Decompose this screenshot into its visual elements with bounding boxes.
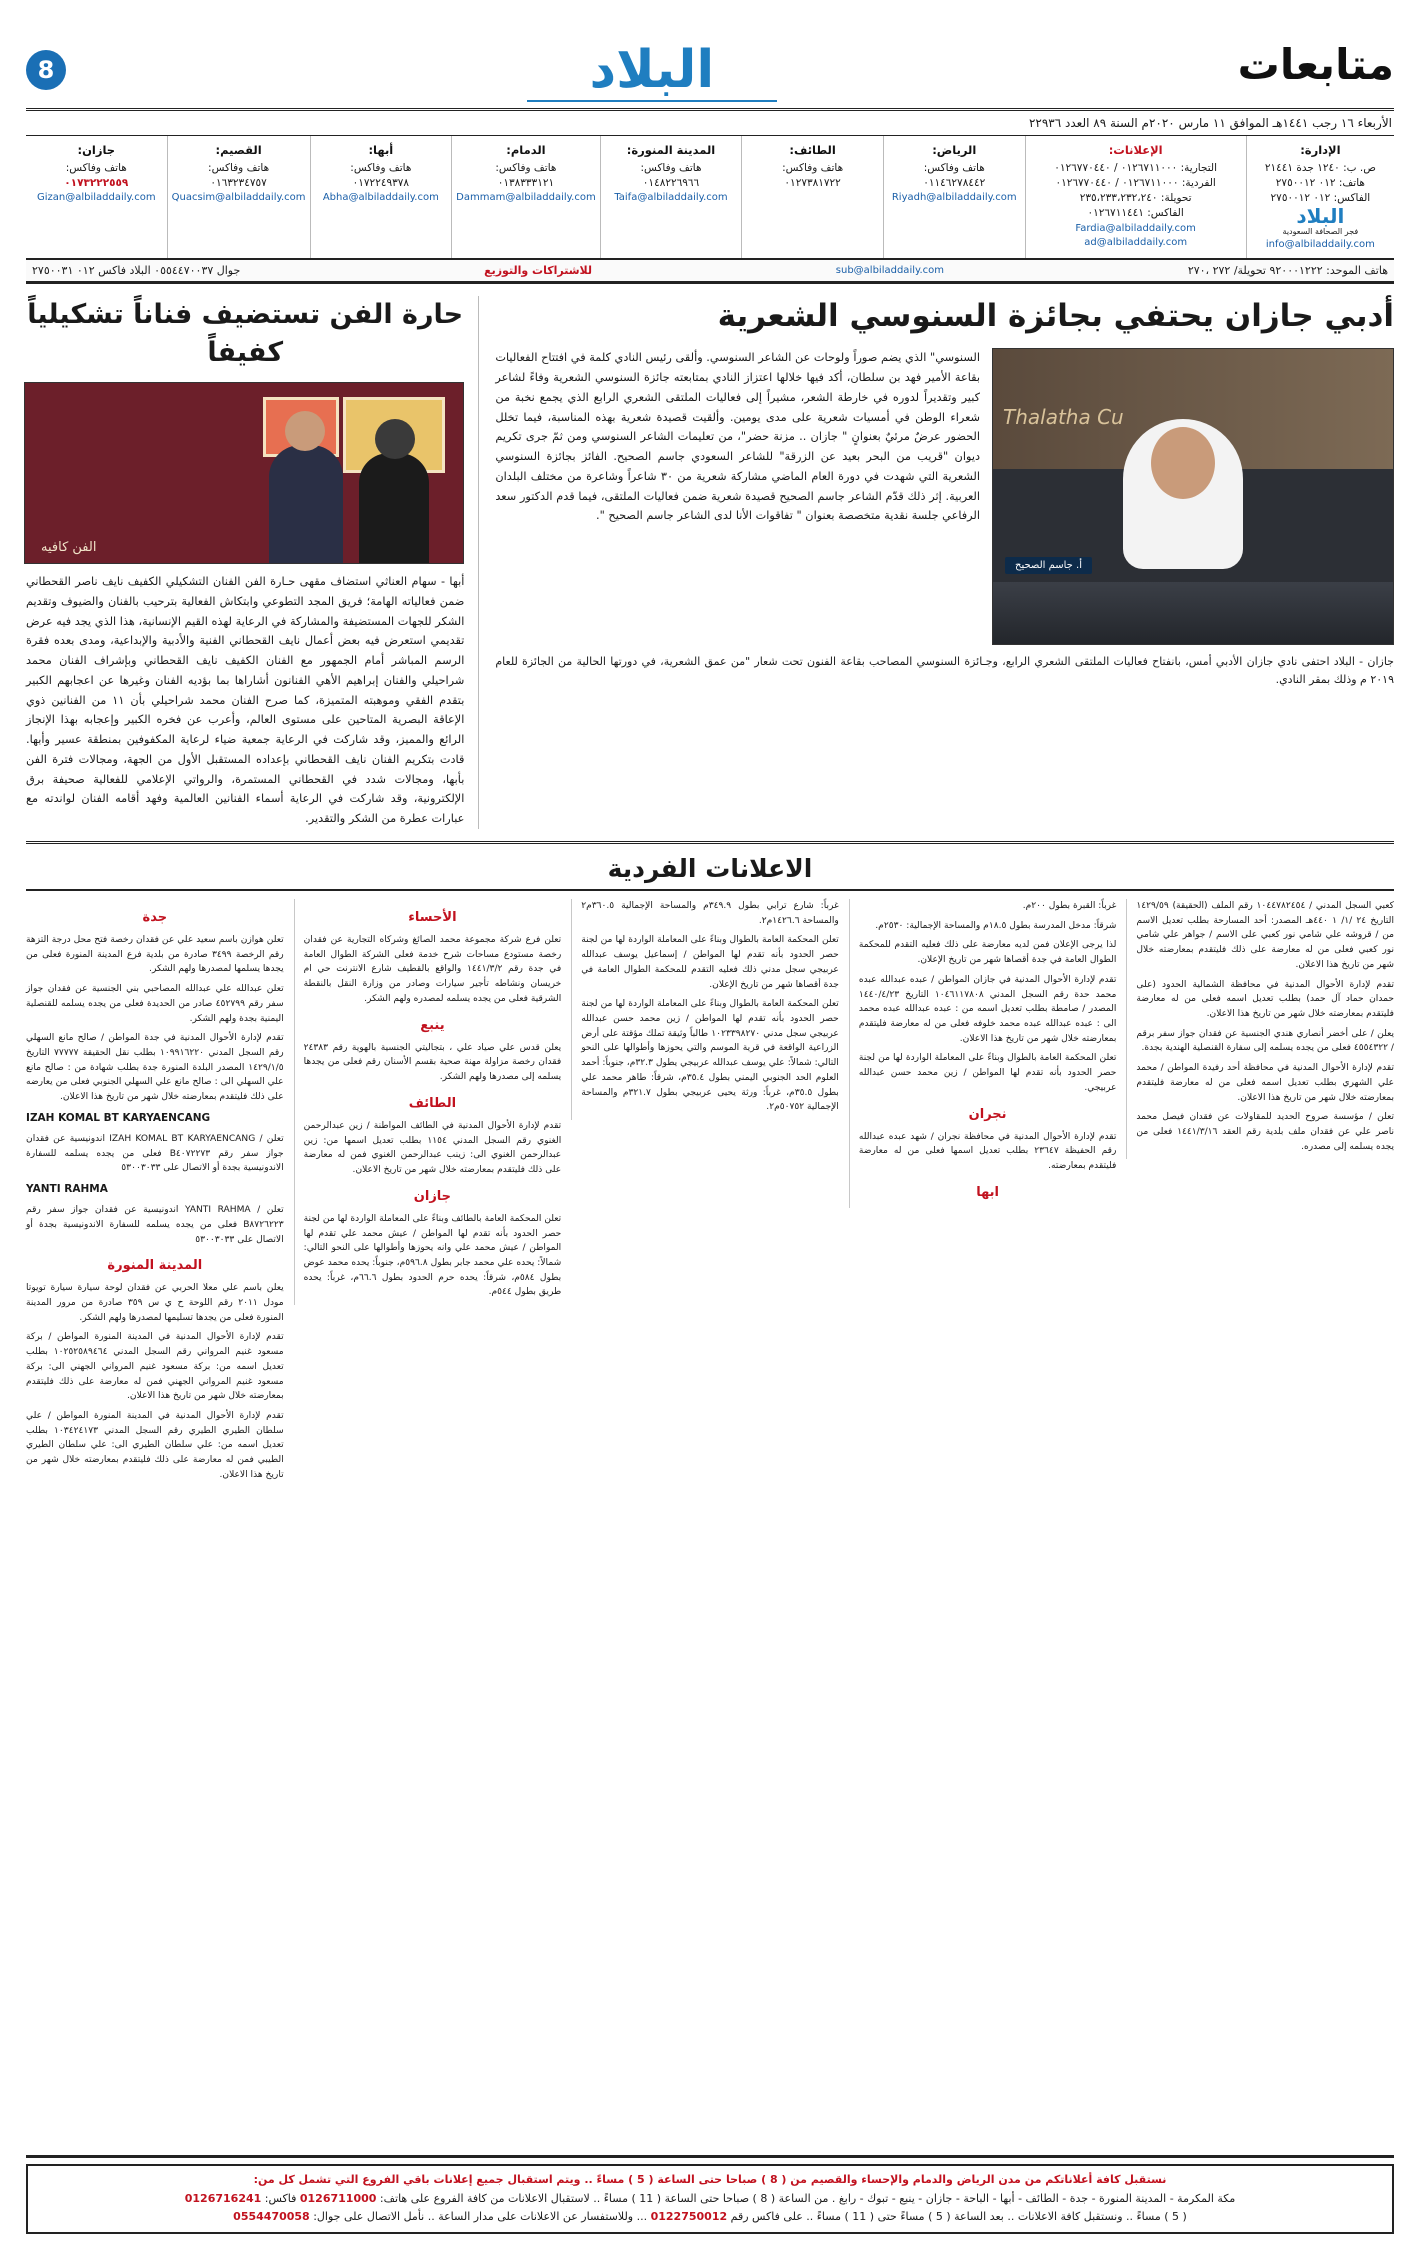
main-story-photo	[992, 348, 1394, 645]
ad-item: تقدم لإدارة الأحوال المدنية في محافظة أحد رفيدة المواطن / محمد علي الشهري بطلب تعديل اسمه فعلى من له معارضة فليتقدم بمعارضته خلال شهر من تاريخ هذا الاعلان.	[1136, 1063, 1394, 1103]
ad-item: تعلن المحكمة العامة بالطوال وبناءً على المعاملة الواردة لها من لجنة حصر الحدود بأنه تقدم لها المواطن / إسماعيل يوسف عبدالله عربيجي سجل مدني ذلك فعليه التقدم للمحكمة الطوال العامة في جدة أقصاها شهر من تاريخ الإعلان.	[581, 935, 839, 990]
ad-item: تقدم لإدارة الأحوال المدنية في جدة المواطن / صالح مانع السهلي رقم السجل المدني ١٠٩٩١٦٢٢٠ بطلب نقل الحقيقة ٧٧٧٧٧ التاريخ ١٤٢٩/١/٥ المصدر البلدة المنورة جدة بطلب شهادة من : صالح مانع علي السهلي الى : صالح مانع علي السهلي الجنوبي فعلى من يعارضه على ذلك فليتقدم بمعارضته خلال شهر من تاريخ هذا الاعلان.	[26, 1033, 284, 1103]
dateline-text: الأربعاء ١٦ رجب ١٤٤١هـ الموافق ١١ مارس ٢٠٢٠م السنة ٨٩ العدد ٢٢٩٣٦	[1028, 116, 1392, 130]
ad-item: تعلن فرع شركة مجموعة محمد الصائغ وشركاه التجارية عن فقدان رخصة مستودع مساحات شرح خدمة فعلى الشركة الطوال العامة في جدة رقم ١٤٤١/٣/٢ والواقع بالقطيف شارع الانترنت حي ام خريسان ونشاطه تأجير سيارات وصادر من وزارة النقل بالنقطة الشرقية فعلى من يجده يسلمه لمصدره ولهم الشكر.	[303, 935, 562, 1004]
contact-jazan	[26, 136, 167, 258]
classified-col-3	[571, 899, 839, 1120]
ad-item: تقدم لإدارة الأحوال المدنية في محافظة نجران / شهد عبده عبدالله رقم الحفيظة ٢٣٦٤٧ بطلب تعديل اسمها فعلى من له معارضة فليتقدم بمعارضته.	[858, 1131, 1117, 1172]
ad-item: تقدم لإدارة الأحوال المدنية في محافظة الشمالية الحدود (على حمدان حماد آل حمد) بطلب تعديل اسمه فعلى من له معارضة فليتقدم بمعارضته خلال شهر من تاريخ هذا الاعلان.	[1136, 979, 1394, 1019]
admin-logo-sub: فجر الصحافة السعودية	[1282, 227, 1359, 237]
page-number-block	[26, 44, 66, 90]
ad-item: تعلن المحكمة العامة بالطائف وبناءً على المعاملة الواردة لها من لجنة حصر الحدود بأنه تقدم لها المواطن / عيش محمد علي تقدم لها المواطن / عيش محمد علي وانه يحوزها وأطوالها على النحو التالي: شمالاً: يحده علي محمد جابر بطول ٥٩٦.٨م، جنوباً: يحده محمد عوض بطول ٥٨٤م، شرقاً: يحده حرم الحدود بطول ٦٦.٦م، غرباً: يحده طريق بطول ٥٤٤م.	[303, 1213, 562, 1298]
contact-riyadh	[883, 136, 1025, 258]
classified-col-2	[294, 899, 562, 1305]
contact-abha-email[interactable]: Abha@albiladdaily.com	[322, 192, 439, 204]
footer-line-3	[36, 2208, 1384, 2227]
masthead	[26, 0, 1394, 102]
ads-row-1: التجارية: ٠١٢٦٧١١٠٠٠ / ٠١٢٦٧٧٠٤٤٠	[1054, 161, 1218, 174]
main-story-headline: أدبي جازان يحتفي بجائزة السنوسي الشعرية	[717, 298, 1394, 335]
contact-qassim	[167, 136, 310, 258]
ad-item: تقدم لإدارة الأحوال المدنية في المدينة المنورة المواطن / علي سلطان الطيري الطيري رقم السجل المدني ١٠٣٤٢٤١٧٣ بطلب تعديل اسمه من: علي سلطان الطيري الى: علي سلطان الطيري الطيبي فمن له معارضة على ذلك فليتقدم بمعارضته خلال شهر من تاريخ هذا الاعلان.	[26, 1411, 284, 1480]
classified-title-rule	[26, 889, 1394, 891]
subscriptions-right: جوال ٠٥٥٤٤٧٠٠٣٧ البلاد فاكس ٠١٢ ٢٧٥٠٠٣١	[32, 264, 241, 278]
side-story	[26, 296, 479, 829]
region-heading-taif: الطائف	[408, 1095, 457, 1111]
contact-taif-line-1: هاتف وفاكس:	[782, 161, 844, 174]
ad-item: تقدم لإدارة الأحوال المدنية في جازان المواطن / عبده عبدالله عبده محمد حدة رقم السجل المدني ١٠٤٦١١٧٨٠٨ التاريخ ١٤٤٠/٤/٢٣ المصدر / صامطة بطلب تعديل اسمه من : عبده عبدالله عبده محمد الى : عبده عبدالله عبده محمد خلوفه فعلى من له معارضة فليتقدم بمعارضته خلال شهر من تاريخ هذا الاعلان.	[858, 974, 1117, 1044]
ad-item: كعبي السجل المدني / ١٠٤٤٧٨٢٤٥٤ رقم الملف (الحقيقة) ١٤٢٩/٥٩ التاريخ ٢٤ /١/ ١ ٤٤٠هـ المصدر: أحد المسارحة بطلب تعديل الاسم من / قروشه علي شامي نور كعبي على الاسم / جواهر علي شامي نور كعبي فعلى من له معارضة على ذلك فليتقدم بمعارضته خلال شهر من تاريخ هذا الاعلان.	[1136, 900, 1394, 970]
contact-riyadh-email[interactable]: Riyadh@albiladdaily.com	[891, 192, 1017, 204]
ads-email-2[interactable]: ad@albiladdaily.com	[1084, 237, 1188, 249]
logo-rule	[527, 100, 777, 102]
ad-item: تعلن المحكمة العامة بالطوال وبناءً على المعاملة الواردة لها من لجنة حصر الحدود بأنه تقدم لها المواطن / زين محمد حسن عبدالله عربيجي.	[858, 1053, 1117, 1093]
contact-jazan-line-1: هاتف وفاكس:	[65, 161, 127, 174]
contact-madinah-email[interactable]: Taifa@albiladdaily.com	[614, 192, 728, 204]
footer-box	[26, 2164, 1394, 2234]
contact-taif	[741, 136, 883, 258]
region-heading-jeddah: جدة	[142, 909, 168, 925]
section-header	[1237, 40, 1394, 89]
contact-abha-line-2: ٠١٧٢٢٤٩٣٧٨	[352, 176, 410, 189]
admin-email[interactable]: info@albiladdaily.com	[1265, 238, 1375, 250]
ad-name-latin-1: IZAH KOMAL BT KARYAENCANG	[26, 1111, 211, 1124]
subscriptions-left: هاتف الموحد: ٩٢٠٠٠١٢٢٢ تحويلة/ ٢٧٢ ،٢٧٠	[1187, 264, 1388, 278]
admin-line-3: الفاكس: ٠١٢ ٢٧٥٠٠١٢	[1270, 192, 1371, 205]
contact-dammam-title: الدمام:	[506, 143, 546, 157]
side-story-photo	[24, 382, 464, 564]
classified-col-5	[1126, 899, 1394, 1160]
contact-taif-title: الطائف:	[789, 143, 836, 157]
side-story-body: أبها - سهام العناثي استضاف مقهى حـارة الفن الفنان التشكيلي الكفيف نايف ناصر القحطاني ضمن فعالياته الهامة؛ فريق المجد التطوعي وابتكاش الفعالية بترحيب بالفنان والضيوف وتقديم الشكر للجهات المستضيفة والمشاركة في الرعاية لهذه القيم الإنسانية، هذا الذي يجد فيه عرض تقديمي استعرض فيه بعض أعمال نايف القحطاني الفنية والأدبية والإبداعية، ومدى بعده فقرة الرسم المباشر أمام الجمهور مع الفنان الكفيف نايف القحطاني وبإشراف الفنان محمد شراحيلي والفنان إبراهيم الأهي الفنانون أشاراها بما بؤديه الفنان وغيرها عن اعجابهم الكبير بتقدم الفقي وموهبته المتميزة، كما صرح الفنان محمد شراحيلي بأن ١١ من الفنانين ذوي الإعاقة البصرية المتاحين على مستوى العالم، وأعرب عن فخره الكبير وإعجابه بهذا الإنجاز الرائع والمميز، وقد شاركت في الرعاية جمعية ضياء لرعاية المكفوفين بمنطقة عسير وأبها. قادت بتكريم الفنان نايف القحطاني بإعداده المستقبل الأول من الجهة، ومجالات فترة الفن بأبها، ومجالات شدد في القحطاني المستمرة، والرواتي الإعلامي للفعالية صحيفة برق الإلكترونية، وقد شاركت في الرعاية أسماء الفنانين العالمية وفهد أقامه الفنان لواندته مع عبارات عطرة من الشكر والتقدير.	[26, 575, 465, 826]
region-heading-abha: ابها	[976, 1184, 1000, 1200]
contact-riyadh-title: الرياض:	[932, 143, 977, 157]
subscriptions-strip	[26, 260, 1394, 284]
figure-one	[359, 453, 429, 563]
region-heading-madinah: المدينة المنورة	[107, 1258, 203, 1274]
contact-riyadh-line-1: هاتف وفاكس:	[923, 161, 985, 174]
ads-row-2: الفردية: ٠١٢٦٧١١٠٠٠ / ٠١٢٦٧٧٠٤٤٠	[1055, 176, 1216, 189]
dateline	[26, 111, 1394, 136]
contact-madinah-line-1: هاتف وفاكس:	[640, 161, 702, 174]
footer-phone-1[interactable]: 0126711000	[299, 2191, 377, 2205]
page-footer	[26, 2155, 1394, 2234]
photo-table	[993, 582, 1393, 644]
footer-phone-3[interactable]: 0122750012	[650, 2210, 728, 2224]
ad-item: تعلن / YANTI RAHMA اندونيسية عن فقدان جواز سفر رقم B٨٧٢٦٢٢٣ فعلى من يجده يسلمه للسفارة الاندونيسية بجدة أو الاتصال على ٥٣٠٠٣٠٣٣	[26, 1205, 284, 1245]
region-heading-najran: نجران	[968, 1106, 1007, 1122]
ad-item: تعلن المحكمة العامة بالطوال وبناءً على المعاملة الواردة لها من لجنة حصر الحدود بأنه تقدم لها المواطن / زين محمد حسن عبدالله عربيجي سجل مدني ١٠٢٣٣٩٨٢٧٠ طالباً وثيقة تملك مؤقتة على أرض الزراعية الواقعة في قرية الموسم والتي يحوزها وأطوالها على النحو التالي: شمالاً: علي يوسف عبدالله عربيجي يطول ٣٢.٣م، جنوباً: أحمد العلوم الحد الجنوبي اليمني بطول ٣٥.٤م، شرقاً: طاهر محمد علي بطول ٣٥.٥م، غرباً: ورثة يحيى عربيجي بطول ٣٢١.٧م والمساحة الإجمالية ٥٠٧٥٢م٢.	[581, 999, 839, 1113]
ad-item: شرقاً: مدخل المدرسة بطول ١٨.٥م والمساحة الإجمالية: ٢٥٣٠م.	[875, 920, 1117, 931]
subscriptions-label: للاشتراكات والتوزيع	[484, 264, 592, 278]
contact-abha-line-1: هاتف وفاكس:	[350, 161, 412, 174]
ad-item: غرباً: شارع ترابي بطول ٣٤٩.٩م والمساحة الإجمالية ٣٦٠.٥م٢ والمساحة ١٤٢٦.٦م٢.	[581, 900, 839, 926]
footer-line-1: نستقبل كافة أعلاناتكم من مدن الرياض والدمام والإحساء والقصيم من ( 8 ) صباحا حتى الساعة ( 5 ) مساءً .. ويتم استقبال جميع إعلانات باقي الفروع التي تشمل كل من:	[253, 2172, 1167, 2186]
contact-taif-line-2: ٠١٢٧٣٨١٧٢٢	[784, 176, 841, 189]
ads-row-3: تحويلة: ٢٣٥،٢٣٣،٢٣٢،٢٤٠	[1079, 192, 1192, 205]
ad-item: يعلن قدس علي صياد علي ، بتجاليتي الجنسية بالهوية رقم ٢٤٣٨٣ فقدان رخصة مزاولة مهنة صحية بقسم الأسنان رقم فعلى من يجدها يسلمه إلى مصدرها ولهم الشكر.	[303, 1042, 562, 1083]
contact-abha	[310, 136, 452, 258]
contact-qassim-line-1: هاتف وفاكس:	[208, 161, 270, 174]
ads-title: الإعلانات:	[1108, 143, 1163, 157]
admin-logo: البلاد	[1296, 204, 1345, 229]
ad-name-latin-2: YANTI RAHMA	[26, 1183, 108, 1196]
footer-line-2-text: مكة المكرمة - المدينة المنورة - جدة - الطائف - أبها - الباحة - جازان - ينبع - تبوك - رابغ . من الساعة ( 8 ) صباحا حتى الساعة ( 11 ) مساءً .. لاستقبال الاعلانات من كافة الفروع على هاتف:	[379, 2191, 1236, 2205]
footer-phone-4[interactable]: 0554470058	[233, 2210, 310, 2224]
contact-dammam-line-1: هاتف وفاكس:	[495, 161, 557, 174]
contact-dammam-line-2: ٠١٣٨٣٣٣١٢١	[497, 176, 555, 189]
region-heading-jazan: جازان	[413, 1188, 452, 1204]
classified-columns	[26, 899, 1394, 1488]
photo-face	[1151, 427, 1215, 499]
admin-line-1: ص. ب: ١٢٤٠ جدة ٢١٤٤١	[1264, 161, 1376, 174]
section-title: متابعات	[1237, 40, 1394, 89]
admin-line-2: هاتف: ٠١٢ ٢٧٥٠٠١٢	[1275, 176, 1365, 189]
footer-line-3-text: ( 5 ) مساءً .. ونستقبل كافة الاعلانات .. بعد الساعة ( 5 ) مساءً حتى ( 11 ) مساءً .. على فاكس رقم	[730, 2210, 1187, 2224]
main-story-body: السنوسي" الذي يضم صوراً ولوحات عن الشاعر السنوسي. وألقى رئيس النادي كلمة في افتتاح الفعاليات بقاعة الأمير فهد بن سلطان، أكد فيها خلالها اعتزاز النادي بمتابعته جائزة السنوسي الشعرية وفاءً لشاعر كبير وتقديراً لدوره في خارطة الشعر، مشيراً إلى فعاليات الملتقى الشعري الرابع الذي يجمع نخبة من شعراء الوطن في أمسيات شعرية على مدى يومين. وألقيت قصيدة شعرية بهذه المناسبة، فيما تخلل الحضور عرضٌ مرئيٌ بعنوانٍ " جازان .. مزنة حضر"، من تعليمات الشاعر السنوسي ومن ثمّ جرى تكريم ديوان "قريب من البحر بعيد عن الزرقة" للشاعر السعودي جاسم الصحيح. الفائز بجائزة السنوسي الشعرية التي شهدت في دورة العام الماضي مشاركة شعرية من ٣٠ شاعراً وشاعرة من مختلف البلدان العربية. إثر ذلك قدّم الشاعر جاسم الصحيح قصيدة شعرية ضمن فعاليات الملتقى، فيما قدم الدكتور سعد الرفاعي جلسة نقدية متخصصة بعنوان " تفاقوات الأنا لدى الشاعر جاسم الصحيح ".	[495, 351, 980, 523]
logo-text: البلاد	[589, 40, 715, 100]
contact-jazan-title: جازان:	[77, 143, 116, 157]
photo-nameplate: أ. جاسم الصحيح	[1005, 557, 1092, 574]
newspaper-logo	[66, 40, 1238, 102]
side-story-headline: حارة الفن تستضيف فناناً تشكيلياً كفيفاً	[27, 299, 464, 369]
contact-dammam	[451, 136, 600, 258]
contact-riyadh-line-2: ٠١١٤٦٢٧٨٤٤٢	[923, 176, 986, 189]
footer-phone-2[interactable]: 0126716241	[184, 2191, 262, 2205]
contact-madinah-title: المدينة المنورة:	[626, 143, 716, 157]
admin-title: الإدارة:	[1300, 143, 1341, 157]
cafe-sign: الفن كافيه	[41, 540, 97, 556]
classified-title: الاعلانات الفردية	[607, 853, 813, 883]
footer-line-4-text: ... وللاستفسار عن الاعلانات على مدار الساعة .. نأمل الاتصال على جوال:	[313, 2210, 648, 2224]
ad-item: تعلن عبدالله علي عبدالله المصاحبي بني الجنسية عن فقدان جواز سفر رقم ٤٥٢٧٩٩ صادر من الحديدة فعلى من يجده يسلمه للقنصلية اليمنية بجدة ولهم الشكر.	[26, 984, 284, 1024]
contact-ads	[1025, 136, 1246, 258]
top-stories	[26, 296, 1394, 844]
ad-item: تعلن هوازن باسم سعيد علي عن فقدان رخصة فتح محل درجة التزهة رقم الرخصة ٣٤٩٩ صادرة من بلدية فرع المدينة المنورة فعلى من يجدها يسلمها لمصدرها ولهم الشكر.	[26, 935, 284, 975]
main-story-caption: جازان - البلاد احتفى نادي جازان الأدبي أمس، بانفتاح فعاليات الملتقى الشعري الرابع، وجـائزة السنوسي المصاحب بقاعة الفنون تحت شعار "من عمق الشعرية، في دورتها الحالية من الجائزة للعام ٢٠١٩ م وذلك بمقر النادي.	[495, 655, 1394, 686]
contact-dammam-email[interactable]: Dammam@albiladdaily.com	[456, 192, 596, 204]
classified-col-4	[849, 899, 1117, 1208]
footer-fax-label: فاكس:	[264, 2191, 297, 2205]
photo-banner-text: Thalatha Cu	[1003, 405, 1124, 430]
figure-two	[269, 445, 343, 563]
ads-row-4: الفاكس: ٠١٢٦٧١١٤٤١	[1087, 207, 1184, 220]
contact-jazan-line-2: ٠١٧٣٢٢٢٥٥٩	[64, 176, 129, 189]
classified-col-1	[26, 899, 284, 1488]
contact-qassim-email[interactable]: Quacsim@albiladdaily.com	[171, 192, 306, 204]
footer-line-2	[36, 2190, 1384, 2209]
contact-qassim-line-2: ٠١٦٣٢٣٤٧٥٧	[210, 176, 267, 189]
side-photo-illustration	[25, 383, 463, 563]
ad-item: لذا يرجى الإعلان فمن لديه معارضة على ذلك فعليه التقدم للمحكمة الطوال العامة في جدة أقصاها شهر من تاريخ الإعلان.	[858, 940, 1117, 966]
ad-item: يعلن / على أخضر أنصاري هندي الجنسية عن فقدان جواز سفر برقم / ٤٥٥٤٣٢٢ فعلى من يجده يسلمه إلى سفارة القنصلية الهندية بجدة.	[1136, 1028, 1394, 1054]
ads-email-1[interactable]: Fardia@albiladdaily.com	[1075, 222, 1196, 234]
contact-madinah	[600, 136, 742, 258]
ad-item: تقدم لإدارة الأحوال المدنية في الطائف المواطنة / زين عبدالرحمن الغنوي رقم السجل المدني ١١٥٤ بطلب تعديل اسمها من: زين عبدالرحمن الغنوي الى: زينب عبدالرحمن الغنوي فمن له معارضة على ذلك فليتقدم بمعارضته خلال شهر من تاريخ الاعلان.	[303, 1120, 562, 1176]
page-number-badge: 8	[26, 50, 66, 90]
contact-abha-title: أبها:	[368, 143, 394, 157]
contacts-strip	[26, 136, 1394, 260]
contact-madinah-line-2: ٠١٤٨٢٢٦٩٦٦	[642, 176, 700, 189]
ad-item: تعلن / مؤسسة صروح الحديد للمقاولات عن فقدان فيصل محمد ناصر علي عن فقدان ملف بلدية رقم العقد ١٤٤١/٣/١٦ فعلى من يجده يسلمه إلى مصدره.	[1136, 1112, 1394, 1152]
ad-item: تعلن / IZAH KOMAL BT KARYAENCANG اندونيسية عن فقدان جواز سفر رقم B٤٠٧٢٢٧٣ فعلى من يجده يسلمه للسفارة الاندونيسية بجدة أو الاتصال على ٥٣٠٠٣٠٣٣	[26, 1133, 284, 1174]
contact-qassim-title: القصيم:	[215, 143, 262, 157]
subscriptions-email[interactable]: sub@albiladdaily.com	[835, 265, 945, 277]
region-heading-yanbu: ينبع	[420, 1017, 445, 1033]
region-heading-ahsa: الأحساء	[408, 909, 457, 925]
contact-admin	[1246, 136, 1394, 258]
contact-jazan-email[interactable]: Gizan@albiladdaily.com	[37, 192, 156, 204]
main-story	[495, 296, 1394, 829]
ad-item: تقدم لإدارة الأحوال المدنية في المدينة المنورة المواطن / بركة مسعود غنيم المرواني رقم السجل المدني ١٠٢٥٢٥٨٩٤٦٤ بطلب تعديل اسمه من: بركة مسعود غنيم المرواني الجهني الى: بركة مسعود غنيم المرواني الجهني فمن له معارضة على ذلك فليتقدم بمعارضته خلال شهر من تاريخ هذا الاعلان.	[26, 1332, 284, 1402]
ad-item: يعلن باسم علي معلا الحربي عن فقدان لوحة سيارة سيارة تويوتا مودل ٢٠١١ رقم اللوحة ح ي س ٣٥٩ صادرة من مرور المدينة المنورة فعلى من يجدها تسليمها لمصدرها ولهم الشكر.	[26, 1283, 284, 1323]
ad-item: غرباً: القبرة بطول ٢٠٠م.	[1022, 900, 1117, 911]
